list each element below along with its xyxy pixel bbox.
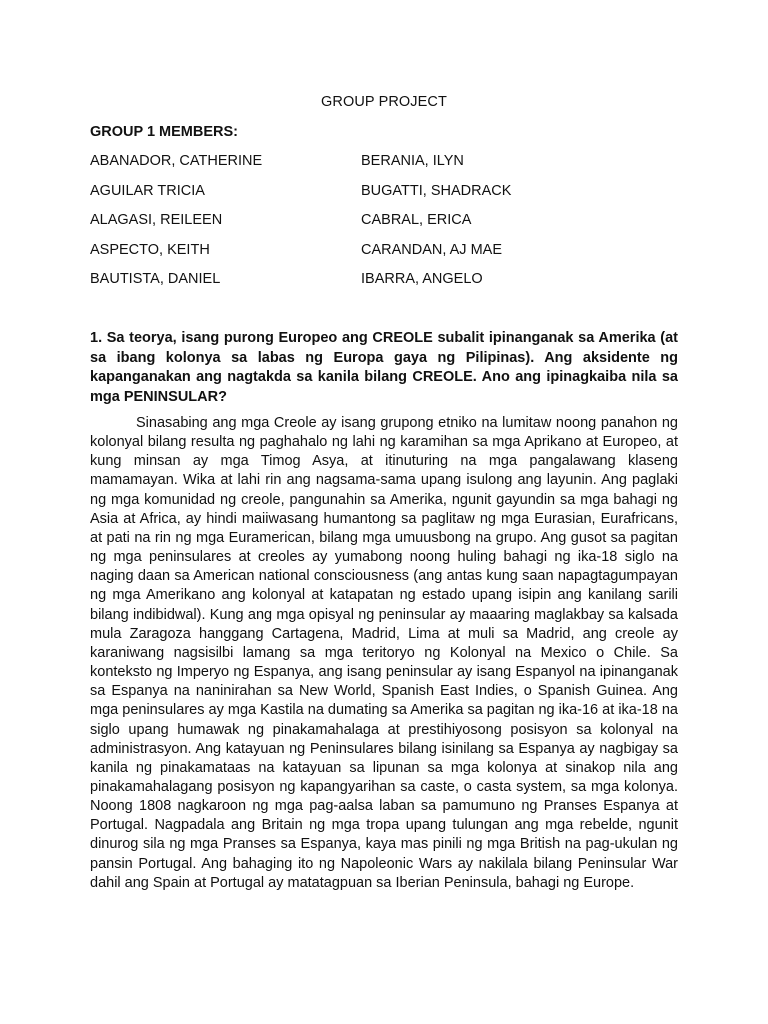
member-name: AGUILAR TRICIA xyxy=(90,182,205,199)
member-name: BERANIA, ILYN xyxy=(361,153,464,169)
member-name: ABANADOR, CATHERINE xyxy=(90,153,263,169)
member-row xyxy=(90,269,690,299)
member-row xyxy=(90,240,690,270)
member-name: ASPECTO, KEITH xyxy=(90,241,210,258)
answer-paragraph: Sinasabing ang mga Creole ay isang grupong etniko na lumitaw noong panahon ng kolonyal bilang resulta ng paghahalo ng lahi ng karamihan sa mga Aprikano at Europeo, at kung minsan ay mga Timog Asya, at itinuturing na mga pangalawang klaseng mamamayan. Wika at lahi rin ang nagsama-sama upang isulong ang layunin. Ang paglaki ng mga komunidad ng creole, pangunahin sa Amerika, ngunit gayundin sa mga bahagi ng Asia at Africa, ay hindi maiiwasang humantong sa paglitaw ng mga Eurasian, Eurafricans, at pati na rin ng mga Euramerican, bilang mga umuusbong na grupo. Ang gusot sa pagitan ng mga peninsulares at creoles ay yumabong noong huling bahagi ng ika-18 siglo na naging daan sa American national consciousness (ang antas kung saan napagtagumpayan ng mga Amerikano ang kolonyal at katapatan ng estado upang isipin ang kanilang sarili bilang indibidwal). Kung ang mga opisyal ng peninsular ay maaaring maglakbay sa kalsada mula Zaragoza hanggang Cartagena, Madrid, Lima at muli sa Madrid, ang creole ay karaniwang nagsisilbi lamang sa mga teritoryo ng Kolonyal na Mexico o Chile. Sa konteksto ng Imperyo ng Espanya, ang isang peninsular ay isang Espanyol na ipinanganak sa Espanya na naninirahan sa New World, Spanish East Indies, o Spanish Guinea. Ang mga peninsulares ay mga Kastila na dumating sa Amerika sa pagitan ng ika-16 at ika-18 na siglo upang humawak ng pinakamahalaga at prestihiyosong posisyon sa kolonyal na administrasyon. Ang katayuan ng Peninsulares bilang isinilang sa Espanya ay nagbigay sa kanila ng pinakamataas na katayuan sa lipunan sa mga kolonya at sinakop nila ang pinakamahalagang posisyon ng kapangyarihan sa caste, o casta system, sa mga kolonya. Noong 1808 nagkaroon ng mga pag-aalsa laban sa pamumuno ng Pranses Espanya at Portugal. Nagpadala ang Britain ng mga tropa upang tulungan ang mga rebelde, ngunit dinurog sila ng mga Pranses sa Espanya, kaya mas pinili ng mga British na pag-ukulan ng pansin Portugal. Ang bahaging ito ng Napoleonic Wars ay nakilala bilang Peninsular War dahil ang Spain at Portugal ay matatagpuan sa Iberian Peninsula, bahagi ng Europe. xyxy=(90,415,678,891)
question-text: 1. Sa teorya, isang purong Europeo ang CREOLE subalit ipinanganak sa Amerika (at sa ibang kolonya sa labas ng Europa gaya ng Pilipinas). Ang aksidente ng kapanganakan ang nagtakda sa kanila bilang CREOLE. Ano ang ipinagkaiba nila sa mga PENINSULAR? xyxy=(90,330,678,405)
member-name: CARANDAN, AJ MAE xyxy=(361,241,502,258)
member-row xyxy=(90,181,690,211)
member-name: BAUTISTA, DANIEL xyxy=(90,271,221,287)
member-name: CABRAL, ERICA xyxy=(361,212,472,228)
member-row xyxy=(90,210,690,240)
member-name: ALAGASI, REILEEN xyxy=(90,212,223,228)
members-list xyxy=(90,151,690,299)
member-name: BUGATTI, SHADRACK xyxy=(361,182,512,199)
members-heading: GROUP 1 MEMBERS: xyxy=(90,124,238,140)
member-row xyxy=(90,151,690,181)
member-name: IBARRA, ANGELO xyxy=(361,271,483,287)
document-title: GROUP PROJECT xyxy=(321,94,447,110)
